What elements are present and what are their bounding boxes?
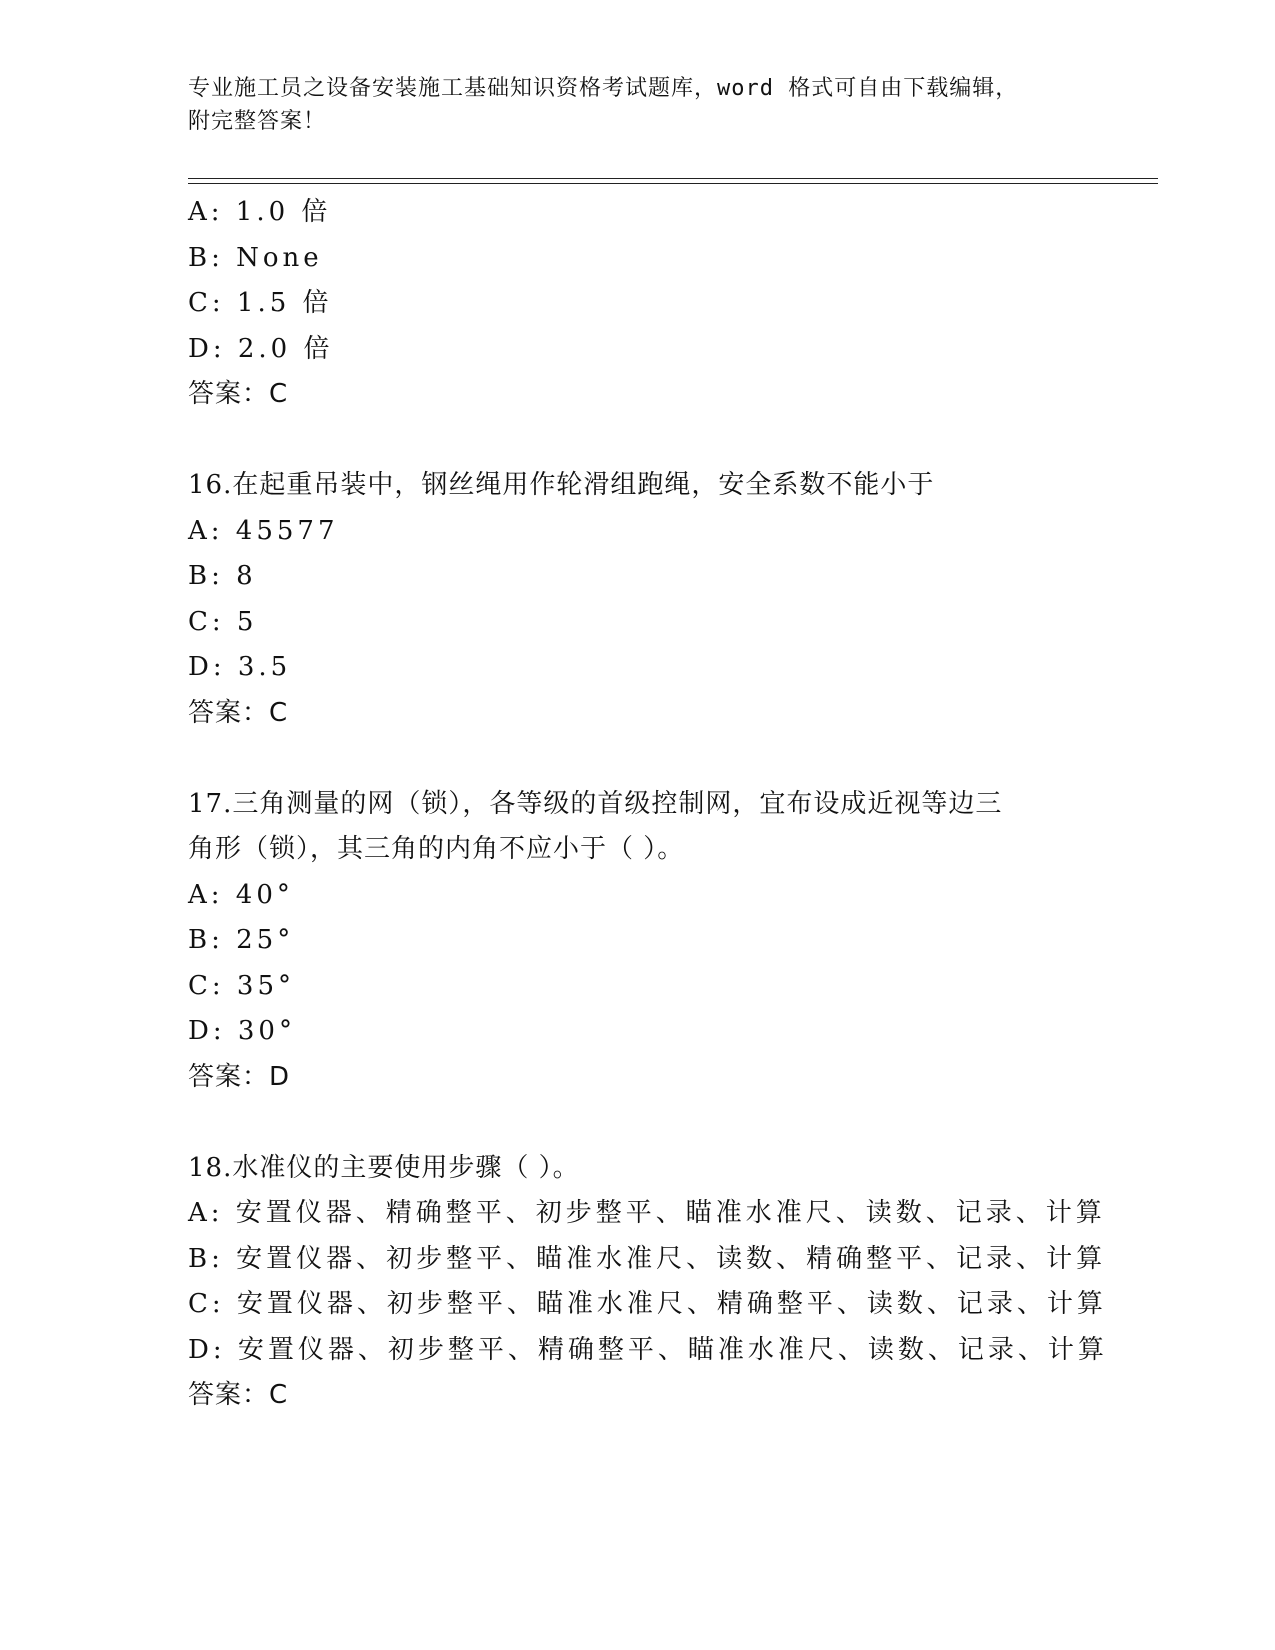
- header-title-line-2: 附完整答案！: [188, 109, 327, 134]
- option-a: A: 45577: [188, 515, 339, 546]
- question-block-18: [188, 1146, 1148, 1419]
- spacer: [188, 1100, 1148, 1146]
- option-c: C: 35°: [188, 970, 296, 1001]
- option-b: B: None: [188, 242, 323, 273]
- answer-line: 答案：D: [188, 1061, 291, 1092]
- option-b: B: 8: [188, 561, 257, 591]
- question-block-17: [188, 782, 1148, 1101]
- spacer: [188, 736, 1148, 782]
- header-divider-bottom: [188, 183, 1158, 184]
- question-block-15: [188, 190, 1148, 418]
- option-d: D: 3.5: [188, 652, 292, 682]
- option-a: A: 安置仪器、精确整平、初步整平、瞄准水准尺、读数、记录、计算: [188, 1198, 1106, 1228]
- question-text: 16.在起重吊装中，钢丝绳用作轮滑组跑绳，安全系数不能小于: [188, 470, 935, 500]
- page-header: [188, 72, 1088, 138]
- option-b: B: 安置仪器、初步整平、瞄准水准尺、读数、精确整平、记录、计算: [188, 1243, 1107, 1274]
- question-text-line-2: 角形（锁），其三角的内角不应小于（ ）。: [188, 834, 685, 864]
- answer-line: 答案：C: [188, 1380, 289, 1410]
- header-title-line-1: 专业施工员之设备安装施工基础知识资格考试题库，word 格式可自由下载编辑，: [188, 76, 1019, 101]
- option-a: A: 1.0 倍: [188, 197, 332, 227]
- option-b: B: 25°: [188, 925, 295, 955]
- answer-line: 答案：C: [188, 379, 289, 409]
- answer-line: 答案：C: [188, 697, 289, 728]
- question-text-line-1: 17.三角测量的网（锁），各等级的首级控制网，宜布设成近视等边三: [188, 788, 1003, 819]
- question-content: [188, 190, 1148, 1419]
- option-c: C: 5: [188, 606, 258, 637]
- option-d: D: 30°: [188, 1016, 296, 1046]
- option-c: C: 安置仪器、初步整平、瞄准水准尺、精确整平、读数、记录、计算: [188, 1289, 1107, 1319]
- question-text: 18.水准仪的主要使用步骤（ ）。: [188, 1152, 580, 1183]
- option-d: D: 安置仪器、初步整平、精确整平、瞄准水准尺、读数、记录、计算: [188, 1334, 1108, 1365]
- option-d: D: 2.0 倍: [188, 333, 334, 364]
- option-a: A: 40°: [188, 879, 294, 910]
- option-c: C: 1.5 倍: [188, 288, 333, 318]
- header-divider-top: [188, 178, 1158, 179]
- spacer: [188, 418, 1148, 464]
- question-block-16: [188, 463, 1148, 736]
